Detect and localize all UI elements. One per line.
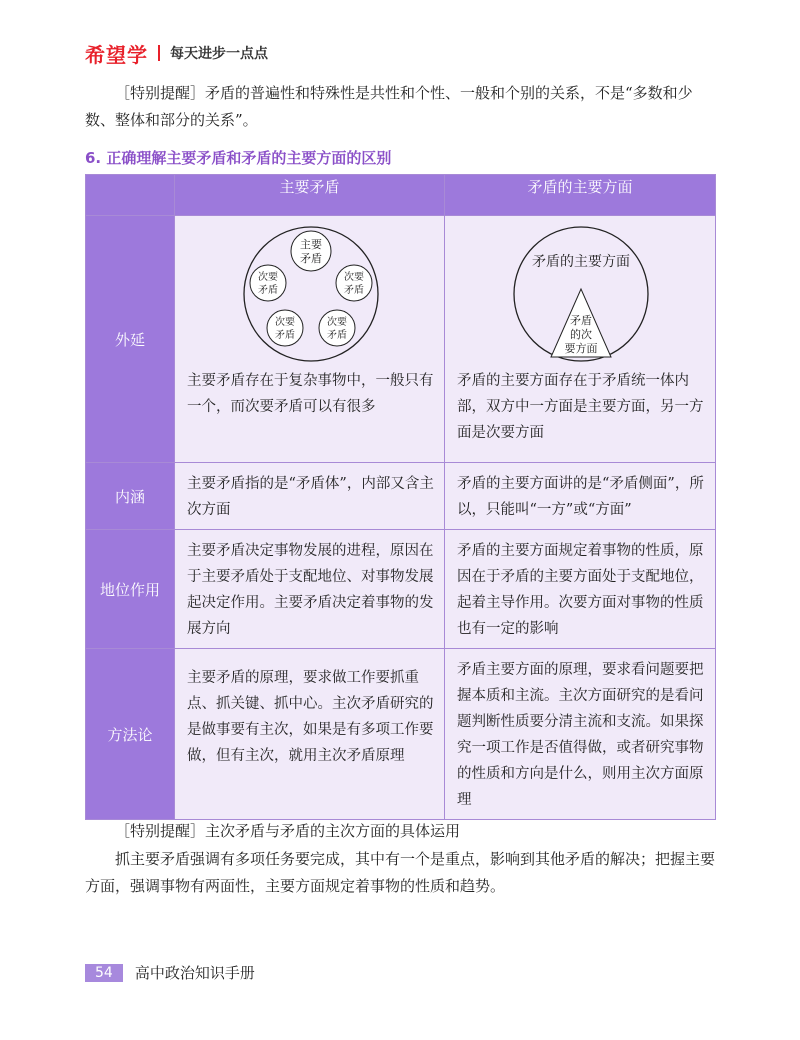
special-reminder-1	[85, 80, 715, 134]
page-footer	[85, 962, 255, 983]
circle-label: 矛盾的主要方面	[532, 254, 630, 270]
section-title: 6. 正确理解主要矛盾和矛盾的主要方面的区别	[85, 149, 392, 167]
diagram-label: 主要	[299, 238, 322, 251]
cell-text: 主要矛盾存在于复杂事物中，一般只有一个，而次要矛盾可以有很多	[187, 373, 434, 415]
diagram-label: 次要	[326, 317, 347, 328]
cell-text: 矛盾的主要方面存在于矛盾统一体内部，双方中一方面是主要方面，另一方面是次要方面	[457, 373, 704, 441]
header-divider	[158, 45, 160, 61]
book-title: 高中政治知识手册	[134, 964, 255, 982]
triangle-label: 要方面	[564, 342, 598, 355]
page-number: 54	[85, 964, 123, 982]
table-row	[86, 649, 716, 820]
comparison-table	[85, 174, 716, 820]
diagram-label: 矛盾	[257, 285, 278, 296]
row-label: 地位作用	[86, 530, 175, 649]
table-row	[86, 530, 716, 649]
brand-logo: 希望学	[85, 42, 148, 67]
header-slogan: 每天进步一点点	[170, 46, 268, 62]
table-cell: 主要矛盾的原理，要求做工作要抓重点、抓关键、抓中心。主次矛盾研究的是做事要有主次，如果是有多项工作要做，但有主次，就用主次矛盾原理	[175, 649, 445, 820]
table-cell: 主要矛盾指的是“矛盾体”，内部又含主次方面	[175, 463, 445, 530]
diagram-label: 次要	[257, 272, 278, 283]
table-cell: 矛盾主要方面的原理，要求看问题要把握本质和主流。主次方面研究的是看问题判断性质要分清主流和支流。如果探究一项工作是否值得做，或者研究事物的性质和方向是什么，则用主次方面原理	[445, 649, 716, 820]
col-header-main-contradiction: 主要矛盾	[175, 175, 445, 216]
diagram-label: 矛盾	[343, 285, 364, 296]
table-cell	[445, 216, 716, 463]
table-row	[86, 463, 716, 530]
table-cell: 主要矛盾决定事物发展的进程，原因在于主要矛盾处于支配地位、对事物发展起决定作用。主要矛盾决定着事物的发展方向	[175, 530, 445, 649]
table-cell: 矛盾的主要方面规定着事物的性质，原因在于矛盾的主要方面处于支配地位，起着主导作用。次要方面对事物的性质也有一定的影响	[445, 530, 716, 649]
table-header-row	[86, 175, 716, 216]
diagram-label: 矛盾	[326, 330, 347, 341]
diagram-label: 次要	[343, 272, 364, 283]
table-cell: 矛盾的主要方面讲的是“矛盾侧面”，所以，只能叫“一方”或“方面”	[445, 463, 716, 530]
table-cell	[175, 216, 445, 463]
corner-cell	[86, 175, 175, 216]
body-paragraph: 抓主要矛盾强调有多项任务要完成，其中有一个是重点，影响到其他矛盾的解决；把握主要方面，强调事物有两面性，主要方面规定着事物的性质和趋势。	[85, 850, 716, 895]
main-contradiction-diagram	[241, 224, 381, 364]
triangle-label: 矛盾	[570, 314, 592, 327]
diagram-label: 次要	[274, 317, 295, 328]
page-header	[85, 38, 268, 68]
row-label: 方法论	[86, 649, 175, 820]
special-reminder-2	[85, 818, 715, 845]
col-header-main-aspect: 矛盾的主要方面	[445, 175, 716, 216]
reminder-tag: ［特别提醒］	[115, 84, 206, 102]
triangle-label: 的次	[570, 328, 592, 341]
reminder-tag: ［特别提醒］	[115, 822, 206, 840]
diagram-label: 矛盾	[274, 330, 295, 341]
row-label: 外延	[86, 216, 175, 463]
table-row	[86, 216, 716, 463]
reminder-text: 矛盾的普遍性和特殊性是共性和个性、一般和个别的关系，不是“多数和少数、整体和部分的关系”。	[85, 84, 693, 129]
main-aspect-diagram	[511, 224, 651, 364]
diagram-label: 矛盾	[299, 252, 322, 265]
row-label: 内涵	[86, 463, 175, 530]
reminder-text: 主次矛盾与矛盾的主次方面的具体运用	[205, 822, 461, 840]
